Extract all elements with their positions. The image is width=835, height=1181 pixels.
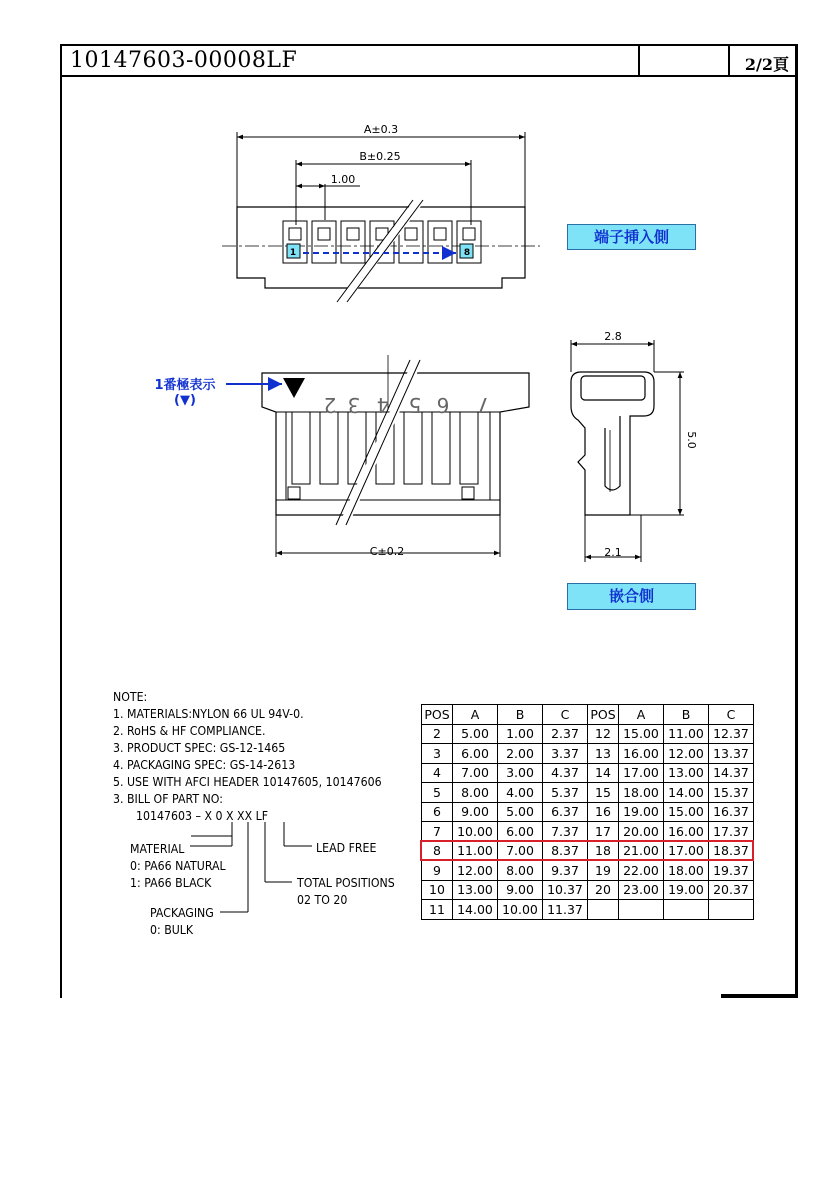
front-view [262, 355, 529, 557]
table-cell: 6.00 [498, 822, 543, 842]
table-cell: 6.00 [453, 744, 498, 764]
mating-side-label: 嵌合側 [567, 583, 696, 610]
table-row [422, 822, 754, 842]
table-cell: 6 [422, 802, 453, 822]
mirrored-digit: 7 [477, 393, 491, 417]
table-cell: 16.00 [664, 822, 709, 842]
mirrored-digit: 4 [376, 393, 390, 417]
note-line: 3. PRODUCT SPEC: GS-12-1465 [113, 740, 286, 755]
mirrored-digit: 3 [347, 393, 361, 417]
table-cell: 12.00 [453, 861, 498, 881]
table-row [422, 763, 754, 783]
mirrored-digit: 5 [408, 393, 422, 417]
table-cell: 13.37 [709, 744, 754, 764]
table-cell: 12.37 [709, 724, 754, 744]
packaging-title: PACKAGING [150, 905, 214, 920]
table-header-cell: A [453, 705, 498, 725]
table-cell: 17.00 [664, 841, 709, 861]
table-cell: 9.00 [498, 880, 543, 900]
table-cell: 7.37 [543, 822, 588, 842]
pin-last-label: 8 [463, 248, 471, 258]
table-row [422, 724, 754, 744]
part-code: 10147603 – X 0 X XX LF [136, 808, 269, 823]
table-cell: 10 [422, 880, 453, 900]
table-row [422, 880, 754, 900]
table-cell: 12.00 [664, 744, 709, 764]
table-cell: 2 [422, 724, 453, 744]
table-cell: 14.37 [709, 763, 754, 783]
table-cell: 21.00 [619, 841, 664, 861]
table-cell [664, 900, 709, 920]
table-header-cell: C [709, 705, 754, 725]
table-cell [619, 900, 664, 920]
dim-pitch-label: 1.00 [330, 173, 356, 186]
table-cell: 8.00 [498, 861, 543, 881]
table-cell: 16.00 [619, 744, 664, 764]
table-header-cell: POS [588, 705, 619, 725]
table-header-cell: POS [422, 705, 453, 725]
table-header-cell: A [619, 705, 664, 725]
dim-c-label: C±0.2 [369, 545, 405, 558]
mirrored-digit: 6 [436, 393, 450, 417]
pin1-triangle-marker [283, 378, 305, 398]
highlighted-row-outline [420, 840, 754, 861]
packaging-option-bulk: 0: BULK [150, 922, 194, 937]
table-cell: 4.00 [498, 783, 543, 803]
table-cell: 20.00 [619, 822, 664, 842]
table-row [422, 802, 754, 822]
table-header-cell: B [664, 705, 709, 725]
table-header-cell: B [498, 705, 543, 725]
table-cell: 10.37 [543, 880, 588, 900]
table-cell: 20.37 [709, 880, 754, 900]
table-cell: 19 [588, 861, 619, 881]
positions-range-label: 02 TO 20 [297, 892, 348, 907]
page-number: 2/2頁 [744, 55, 789, 74]
note-line: 3. BILL OF PART NO: [113, 791, 223, 806]
table-cell: 5.37 [543, 783, 588, 803]
table-cell: 7.00 [453, 763, 498, 783]
table-cell: 14.00 [453, 900, 498, 920]
table-cell: 13.00 [453, 880, 498, 900]
table-cell: 5 [422, 783, 453, 803]
table-cell: 18.37 [709, 841, 754, 861]
dim-b-label: B±0.25 [359, 150, 401, 163]
table-row [422, 744, 754, 764]
table-cell: 15 [588, 783, 619, 803]
table-cell: 11.37 [543, 900, 588, 920]
side-view [571, 340, 684, 562]
table-cell: 22.00 [619, 861, 664, 881]
table-cell: 9.00 [453, 802, 498, 822]
material-option-black: 1: PA66 BLACK [130, 875, 212, 890]
table-cell: 11.00 [664, 724, 709, 744]
table-cell: 15.37 [709, 783, 754, 803]
pin1-label [140, 378, 230, 408]
table-cell: 17.00 [619, 763, 664, 783]
dim-side-width-top: 2.8 [604, 330, 622, 343]
table-cell: 14.00 [664, 783, 709, 803]
table-cell: 8 [422, 841, 453, 861]
table-cell: 2.37 [543, 724, 588, 744]
table-cell: 8.00 [453, 783, 498, 803]
pin-first-label: 1 [289, 248, 297, 258]
material-option-natural: 0: PA66 NATURAL [130, 858, 226, 873]
table-cell: 10.00 [498, 900, 543, 920]
table-cell: 20 [588, 880, 619, 900]
terminal-insertion-side-label: 端子挿入側 [567, 224, 696, 250]
pin1-label-line1: 1番極表示 [154, 378, 216, 393]
table-header-row [422, 705, 754, 725]
note-line: 5. USE WITH AFCI HEADER 10147605, 10147606 [113, 774, 382, 789]
table-cell: 16 [588, 802, 619, 822]
table-cell: 11 [422, 900, 453, 920]
table-cell: 19.00 [664, 880, 709, 900]
mirrored-pin-numbers [324, 393, 491, 417]
table-cell: 1.00 [498, 724, 543, 744]
table-cell: 18 [588, 841, 619, 861]
pin1-label-line2: (▼) [174, 393, 196, 408]
table-cell: 11.00 [453, 841, 498, 861]
note-line: 1. MATERIALS:NYLON 66 UL 94V-0. [113, 706, 304, 721]
dimension-table [421, 704, 754, 920]
table-cell: 23.00 [619, 880, 664, 900]
table-cell: 18.00 [619, 783, 664, 803]
table-cell: 15.00 [664, 802, 709, 822]
table-cell: 8.37 [543, 841, 588, 861]
note-line: 4. PACKAGING SPEC: GS-14-2613 [113, 757, 296, 772]
dim-a-label: A±0.3 [363, 123, 399, 136]
table-cell: 9 [422, 861, 453, 881]
table-row [422, 783, 754, 803]
notes-block [113, 688, 382, 807]
note-line: 2. RoHS & HF COMPLIANCE. [113, 723, 266, 738]
dim-side-width-bottom: 2.1 [604, 546, 622, 559]
table-cell: 3.37 [543, 744, 588, 764]
material-title: MATERIAL [130, 841, 185, 856]
dim-side-height: 5.0 [685, 431, 698, 449]
table-cell: 12 [588, 724, 619, 744]
lead-free-label: LEAD FREE [316, 840, 377, 855]
table-cell: 19.37 [709, 861, 754, 881]
table-cell: 3 [422, 744, 453, 764]
table-cell: 13.00 [664, 763, 709, 783]
part-number-title: 10147603-00008LF [70, 48, 298, 73]
table-header-cell: C [543, 705, 588, 725]
table-cell: 6.37 [543, 802, 588, 822]
table-cell: 17.37 [709, 822, 754, 842]
table-cell: 2.00 [498, 744, 543, 764]
table-cell: 9.37 [543, 861, 588, 881]
table-cell: 5.00 [453, 724, 498, 744]
table-cell: 15.00 [619, 724, 664, 744]
table-cell: 19.00 [619, 802, 664, 822]
table-cell: 5.00 [498, 802, 543, 822]
table-row [422, 900, 754, 920]
table-cell: 17 [588, 822, 619, 842]
table-cell: 14 [588, 763, 619, 783]
table-cell: 13 [588, 744, 619, 764]
mirrored-digit: 2 [323, 393, 337, 417]
table-cell: 10.00 [453, 822, 498, 842]
table-cell: 3.00 [498, 763, 543, 783]
table-row [422, 861, 754, 881]
table-cell: 4.37 [543, 763, 588, 783]
table-cell: 7 [422, 822, 453, 842]
table-cell: 18.00 [664, 861, 709, 881]
note-line: NOTE: [113, 689, 148, 704]
table-cell: 4 [422, 763, 453, 783]
table-cell [588, 900, 619, 920]
total-positions-label: TOTAL POSITIONS [297, 875, 395, 890]
table-cell: 7.00 [498, 841, 543, 861]
table-cell [709, 900, 754, 920]
table-cell: 16.37 [709, 802, 754, 822]
